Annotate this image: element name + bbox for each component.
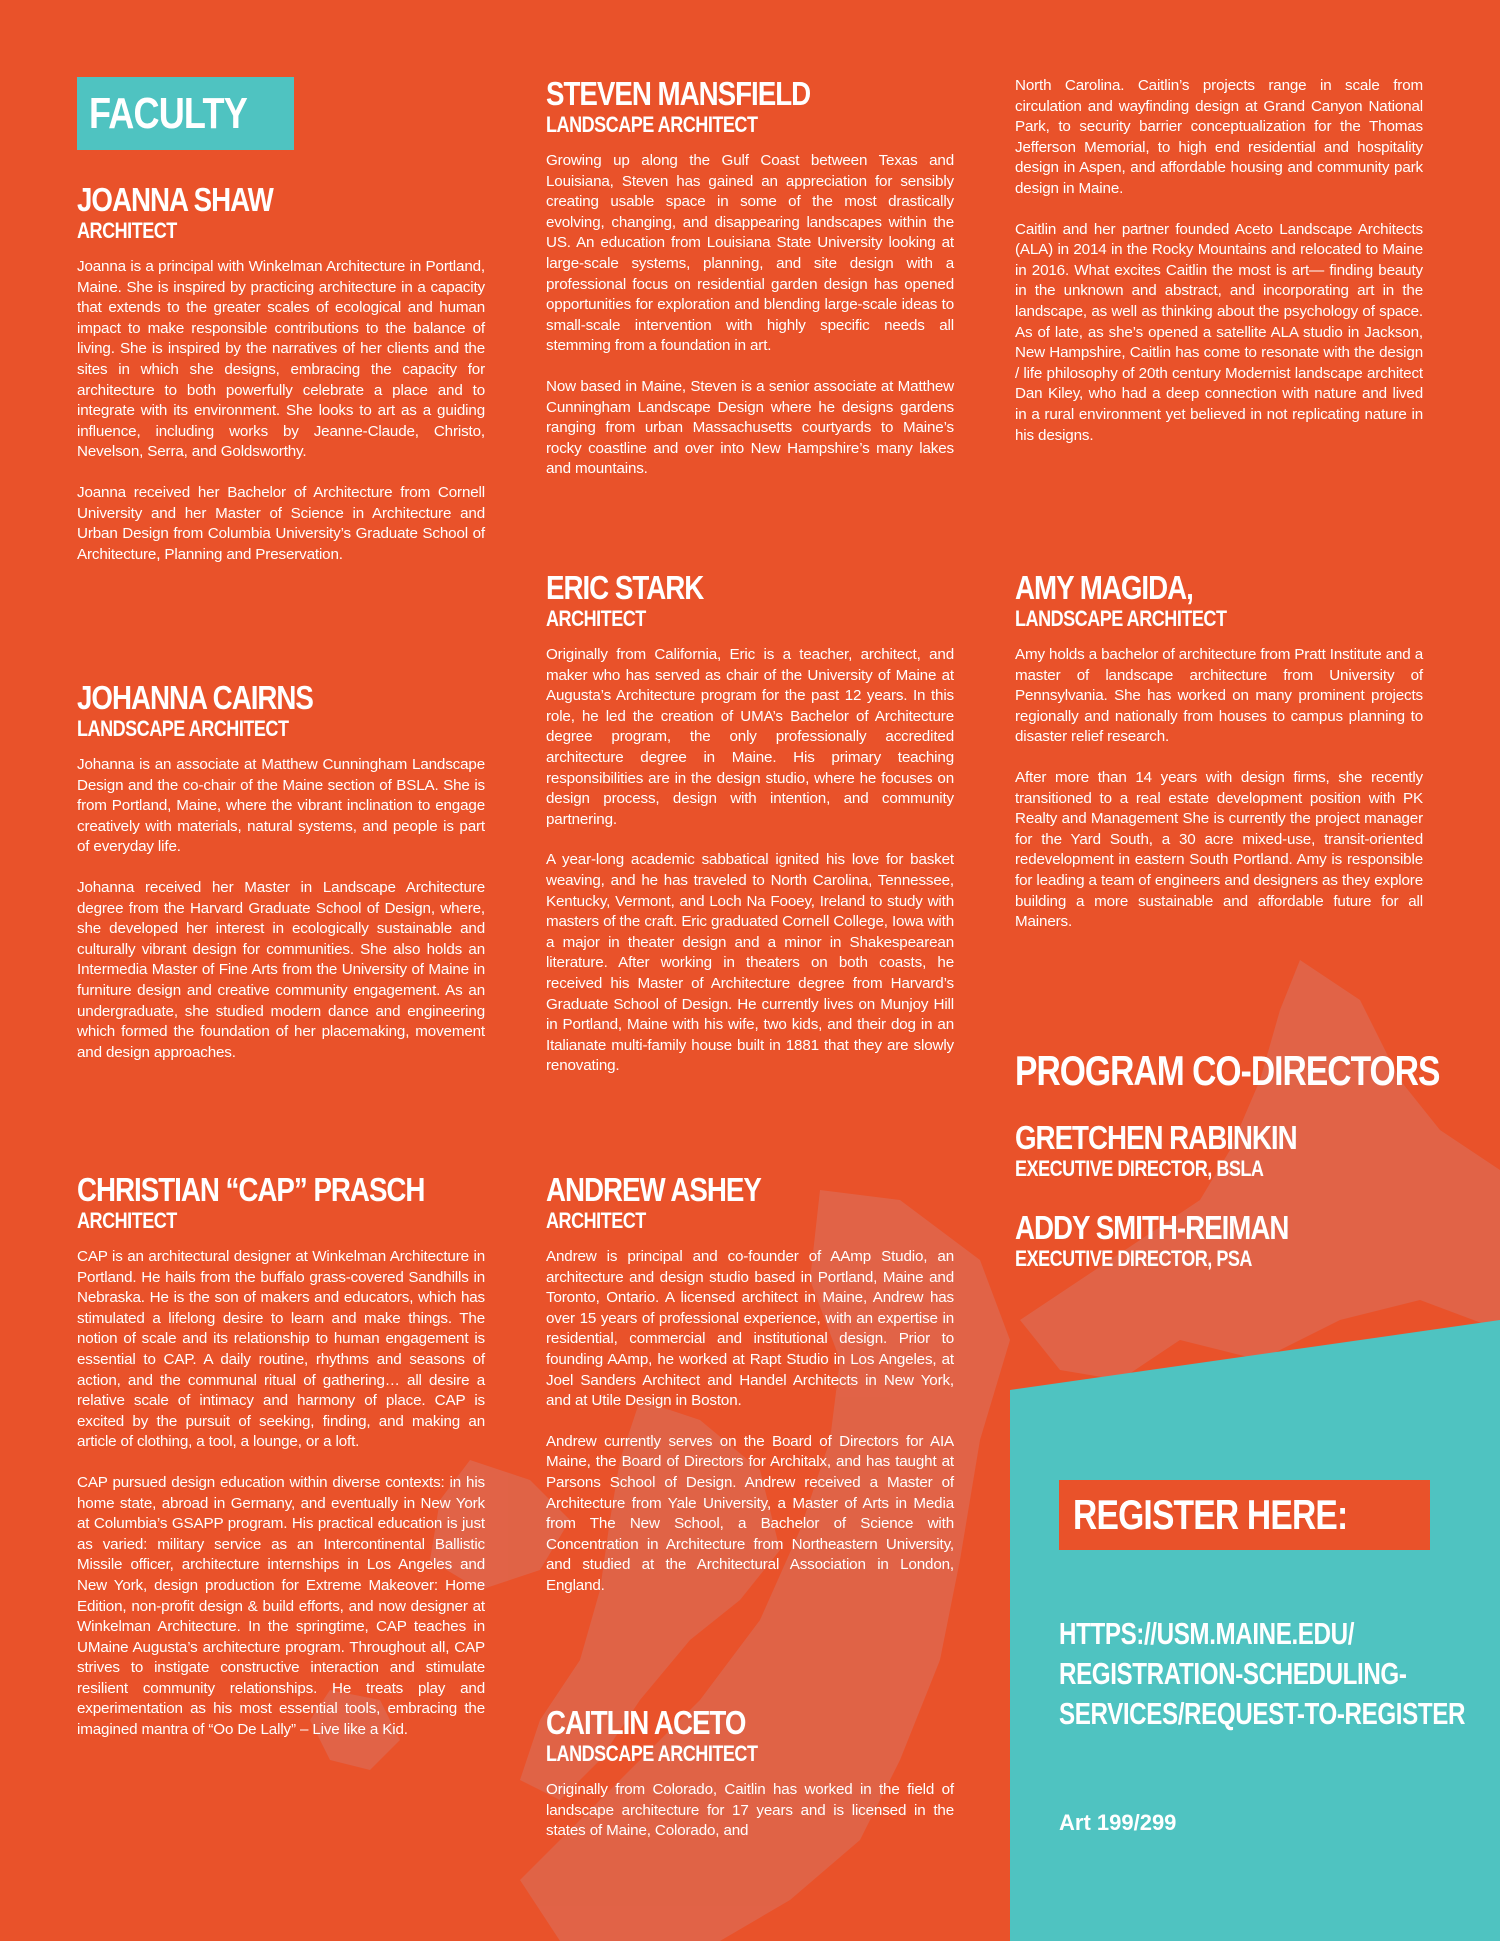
faculty-member <box>546 1172 954 1617</box>
bio-paragraph: After more than 14 years with design firms, she recently transitioned to a real estate development position with PK Realty and Management She is currently the project manager for the Yard South, a 30 acre mixed-use, transit-oriented redevelopment in eastern South Portland. Amy is responsible for leading a team of engineers and designers as they explore building a more sustainable and affordable future for all Mainers. <box>1015 768 1423 931</box>
codirector-role: EXECUTIVE DIRECTOR, BSLA <box>1015 1156 1264 1181</box>
registration-url-line[interactable]: REGISTRATION-SCHEDULING- <box>1059 1656 1407 1691</box>
faculty-name: ANDREW ASHEY <box>546 1171 761 1208</box>
faculty-bio <box>546 645 954 1077</box>
bio-paragraph: Amy holds a bachelor of architecture from Pratt Institute and a master of landscape architecture from University of Pennsylvania. She has worked on many prominent projects regionally and nationally from houses to campus planning to disaster relief research. <box>1015 646 1423 746</box>
faculty-member <box>1015 570 1423 953</box>
faculty-member <box>546 76 954 500</box>
faculty-bio <box>77 257 485 565</box>
bio-paragraph: CAP is an architectural designer at Winkelman Architecture in Portland. He hails from the buffalo grass-covered Sandhills in Nebraska. He is the son of makers and educators, which has stimulated a lifelong desire to learn and make things. The notion of scale and its relationship to human engagement is essential to CAP. A daily routine, rhythms and seasons of action, and the communal ritual of gathering… all desire a relative scale of intimacy and harmony of place. CAP is excited by the pursuit of seeking, finding, and making an article of clothing, a tool, a lounge, or a loft. <box>77 1248 485 1451</box>
bio-paragraph: Johanna is an associate at Matthew Cunningham Landscape Design and the co-chair of the Maine section of BSLA. She is from Portland, Maine, where the vibrant inclination to engage creatively with materials, natural systems, and people is part of everyday life. <box>77 756 485 856</box>
bio-paragraph: Andrew is principal and co-founder of AAmp Studio, an architecture and design studio based in Portland, Maine and Toronto, Ontario. A licensed architect in Maine, Andrew has over 15 years of professional experience, with an expertise in residential, commercial and institutional design. Prior to founding AAmp, he worked at Rapt Studio in Los Angeles, at Joel Sanders Architect and Handel Architects in New York, and at Utile Design in Boston. <box>546 1248 954 1410</box>
faculty-name: JOANNA SHAW <box>77 181 273 218</box>
faculty-bio <box>1015 645 1423 933</box>
faculty-name: ERIC STARK <box>546 569 704 606</box>
faculty-name: STEVEN MANSFIELD <box>546 75 811 112</box>
faculty-name: JOHANNA CAIRNS <box>77 679 313 716</box>
codirector-role: EXECUTIVE DIRECTOR, PSA <box>1015 1246 1252 1271</box>
bio-paragraph: Originally from Colorado, Caitlin has worked in the field of landscape architecture for 17 years and is licensed in the states of Maine, Colorado, and <box>546 1781 954 1840</box>
bio-paragraph: Joanna is a principal with Winkelman Architecture in Portland, Maine. She is inspired by practicing architecture in a capacity that extends to the greater scales of ecological and human impact to make responsible contributions to the balance of living. She is inspired by the narratives of her clients and the sites in which she designs, embracing the capacity for architecture to both powerfully celebrate a place and to integrate with its environment. She looks to art as a guiding influence, including works by Jeanne-Claude, Christo, Nevelson, Serra, and Goldsworthy. <box>77 258 485 461</box>
bio-paragraph: Growing up along the Gulf Coast between Texas and Louisiana, Steven has gained an appreciation for sensibly creating usable space in some of the most drastically evolving, changing, and disappearing landscapes within the US. An education from Louisiana State University looking at large-scale systems, planning, and site design with a professional focus on residential garden design has opened opportunities for exploration and blending large-scale ideas to small-scale intervention with highly specific needs all stemming from a foundation in art. <box>546 152 954 355</box>
faculty-role: LANDSCAPE ARCHITECT <box>546 1741 758 1766</box>
bio-paragraph: Johanna received her Master in Landscape Architecture degree from the Harvard Graduate School of Design, where, she developed her interest in ecologically sustainable and culturally vibrant design for communities. She also holds an Intermedia Master of Fine Arts from the University of Maine in furniture design and creative community engagement. As an undergraduate, she studied modern dance and engineering which formed the foundation of her placemaking, movement and design approaches. <box>77 878 485 1061</box>
faculty-bio-continued <box>1015 76 1423 466</box>
faculty-bio <box>77 755 485 1063</box>
faculty-role: LANDSCAPE ARCHITECT <box>546 112 758 137</box>
faculty-member <box>77 182 485 585</box>
faculty-member <box>546 1705 954 1862</box>
faculty-bio <box>546 151 954 480</box>
registration-url-line[interactable]: HTTPS://USM.MAINE.EDU/ <box>1059 1616 1355 1651</box>
faculty-role: ARCHITECT <box>546 606 646 631</box>
bio-paragraph: Now based in Maine, Steven is a senior associate at Matthew Cunningham Landscape Design where he designs gardens ranging from urban Massachusetts courtyards to Maine’s rocky coastline and over into New Hampshire’s many lakes and mountains. <box>546 377 954 478</box>
faculty-member <box>546 570 954 1097</box>
faculty-member <box>77 680 485 1083</box>
faculty-role: ARCHITECT <box>77 218 177 243</box>
faculty-name: AMY MAGIDA, <box>1015 569 1193 606</box>
bio-paragraph: Andrew currently serves on the Board of Directors for AIA Maine, the Board of Directors for Architalx, and has taught at Parsons School of Design. Andrew received a Master of Architecture from Yale University, a Master of Arts in Media from The New School, a Bachelor of Science with Concentration in Architecture from Northeastern University, and studied at the Architectural Association in London, England. <box>546 1432 954 1594</box>
bio-paragraph: North Carolina. Caitlin’s projects range in scale from circulation and wayfinding design at Grand Canyon National Park, to security barrier conceptualization for the Thomas Jefferson Memorial, to high end residential and hospitality design in Aspen, and affordable housing and community park design in Maine. <box>1015 77 1423 197</box>
codirector-name: ADDY SMITH-REIMAN <box>1015 1209 1289 1246</box>
registration-url-line[interactable]: SERVICES/REQUEST-TO-REGISTER <box>1059 1696 1466 1731</box>
faculty-role: ARCHITECT <box>77 1208 177 1233</box>
faculty-bio <box>1015 76 1423 446</box>
faculty-member <box>77 1172 485 1761</box>
codirectors-heading: PROGRAM CO-DIRECTORS <box>1015 1047 1440 1094</box>
bio-paragraph: CAP pursued design education within diverse contexts: in his home state, abroad in Germany, and eventually in New York at Columbia’s GSAPP program. His practical education is just as varied: military service as an Intercontinental Ballistic Missile officer, architecture internships in Los Angeles and New York, design production for Extreme Makeover: Home Edition, non-profit design & build efforts, and now designer at Winkelman Architecture. In the springtime, CAP teaches in UMaine Augusta’s architecture program. Throughout all, CAP strives to instigate constructive interaction and stimulate resilient community relationships. He treats play and experimentation as his most essential tools, embracing the imagined mantra of “Oo De Lally” – Live like a Kid. <box>77 1473 485 1739</box>
faculty-role: LANDSCAPE ARCHITECT <box>1015 606 1227 631</box>
faculty-role: ARCHITECT <box>546 1208 646 1233</box>
codirector <box>1015 1120 1423 1195</box>
register-heading: REGISTER HERE: <box>1059 1480 1430 1550</box>
codirector <box>1015 1210 1423 1285</box>
faculty-name: CAITLIN ACETO <box>546 1704 746 1741</box>
bio-paragraph: Caitlin and her partner founded Aceto Landscape Architects (ALA) in 2014 in the Rocky Mountains and relocated to Maine in 2016. What excites Caitlin the most is art— finding beauty in the unknown and abstract, and incorporating art in the landscape, as well as thinking about the psychology of space. As of late, as she’s opened a satellite ALA studio in Jackson, New Hampshire, Caitlin has come to resonate with the design / life philosophy of 20th century Modernist landscape architect Dan Kiley, who had a deep connection with nature and lived in a rural environment yet believed in not replicating nature in his designs. <box>1015 220 1423 444</box>
faculty-name: CHRISTIAN “CAP” PRASCH <box>77 1171 425 1208</box>
faculty-role: LANDSCAPE ARCHITECT <box>77 716 289 741</box>
bio-paragraph: Joanna received her Bachelor of Architecture from Cornell University and her Master of Science in Architecture and Urban Design from Columbia University’s Graduate School of Architecture, Planning and Preservation. <box>77 483 485 563</box>
codirector-name: GRETCHEN RABINKIN <box>1015 1119 1297 1156</box>
bio-paragraph: Originally from California, Eric is a teacher, architect, and maker who has served as chair of the University of Maine at Augusta’s Architecture program for the past 12 years. In this role, he led the creation of UMA’s Bachelor of Architecture degree program, the only professionally accredited architecture degree in Maine. His primary teaching responsibilities are in the design studio, where he focuses on design process, design with intention, and community partnering. <box>546 646 954 828</box>
faculty-bio <box>546 1780 954 1842</box>
faculty-bio <box>77 1247 485 1741</box>
bio-paragraph: A year-long academic sabbatical ignited his love for basket weaving, and he has traveled to North Carolina, Tennessee, Kentucky, Vermont, and Loch Na Fooey, Ireland to study with masters of the craft. Eric graduated Cornell College, Iowa with a major in theater design and a minor in Shakespearean literature. After working in theaters on both coasts, he received his Master of Architecture degree from Harvard’s Graduate School of Design. He currently lives on Munjoy Hill in Portland, Maine with his wife, two kids, and their dog in an Italianate multi-family house built in 1881 that they are slowly renovating. <box>546 851 954 1075</box>
faculty-heading: FACULTY <box>77 77 294 150</box>
course-number: Art 199/299 <box>1059 1810 1177 1835</box>
faculty-bio <box>546 1247 954 1597</box>
